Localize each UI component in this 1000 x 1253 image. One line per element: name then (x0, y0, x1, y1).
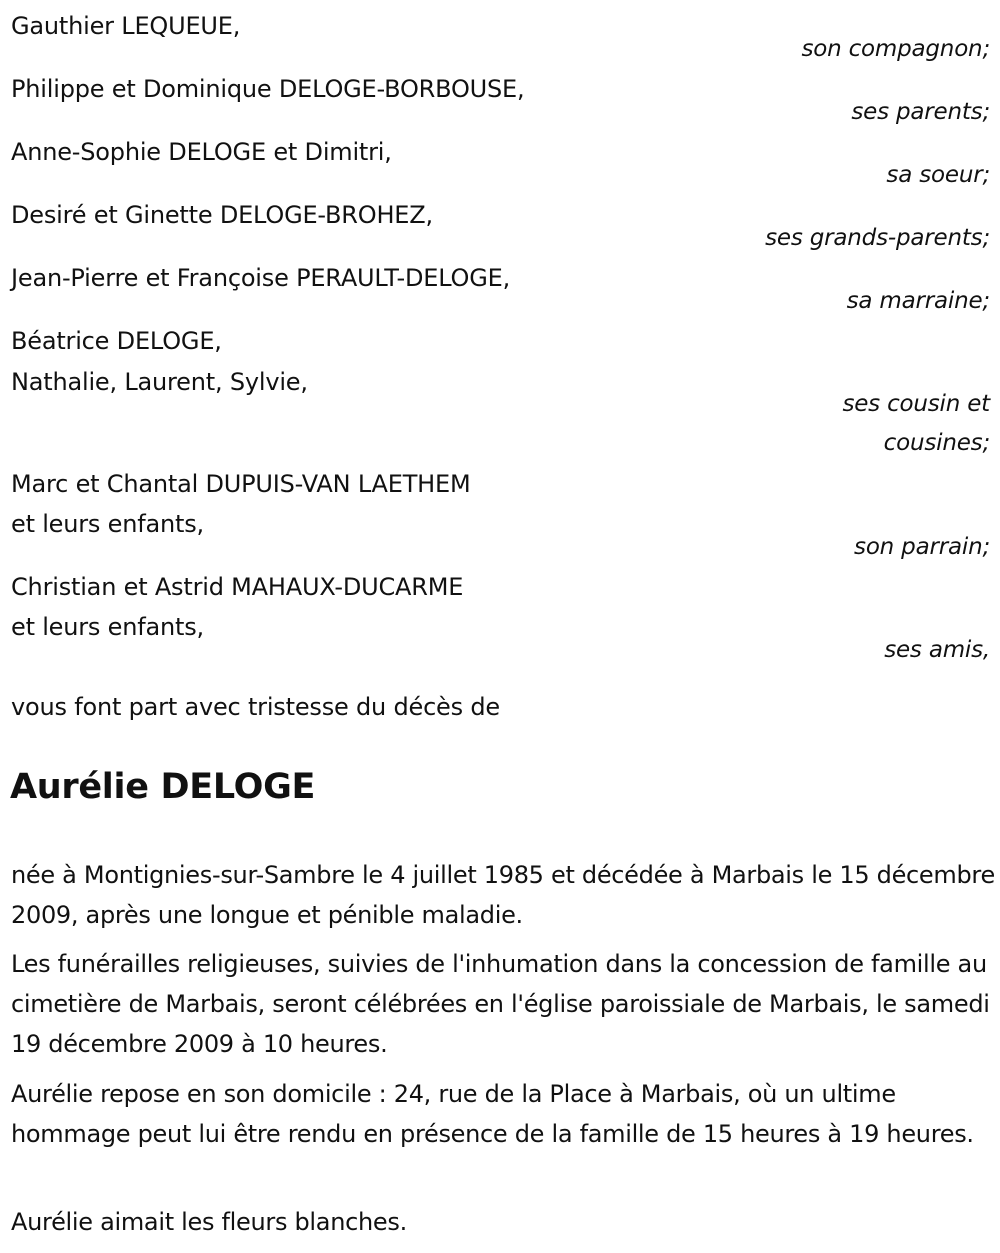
flowers-paragraph: Aurélie aimait les fleurs blanches. (11, 1208, 407, 1236)
birth-death-paragraph: née à Montignies-sur-Sambre le 4 juillet 1985 et décédée à Marbais le 15 décembre 2009, après une longue et pénible maladie. (11, 861, 995, 929)
family-line: Christian et Astrid MAHAUX-DUCARME (11, 573, 464, 601)
family-line: Gauthier LEQUEUE, (11, 12, 241, 40)
relationship-role: son parrain; (854, 534, 990, 560)
relationship-role: ses cousin et (842, 391, 990, 417)
family-line: Marc et Chantal DUPUIS-VAN LAETHEM (11, 470, 471, 498)
family-line: Desiré et Ginette DELOGE-BROHEZ, (11, 201, 433, 229)
relationship-role: son compagnon; (801, 36, 990, 62)
intro-text: vous font part avec tristesse du décès de (11, 693, 500, 721)
relationship-role: ses parents; (851, 99, 990, 125)
family-line: et leurs enfants, (11, 510, 204, 538)
family-line: et leurs enfants, (11, 613, 204, 641)
family-line: Philippe et Dominique DELOGE-BORBOUSE, (11, 75, 525, 103)
family-line: Jean-Pierre et Françoise PERAULT-DELOGE, (11, 264, 511, 292)
funeral-paragraph: Les funérailles religieuses, suivies de l'inhumation dans la concession de famille au cimetière de Marbais, seront célébrées en l'église paroissiale de Marbais, le samedi 19 décembre 2009 à 10 heures. (11, 950, 990, 1058)
family-line: Béatrice DELOGE, (11, 327, 222, 355)
visitation-paragraph: Aurélie repose en son domicile : 24, rue de la Place à Marbais, où un ultime hommage peut lui être rendu en présence de la famille de 15 heures à 19 heures. (11, 1080, 974, 1148)
relationship-role: sa marraine; (846, 288, 990, 314)
relationship-role: ses grands-parents; (765, 225, 990, 251)
relationship-role: ses amis, (884, 637, 990, 663)
family-line: Anne-Sophie DELOGE et Dimitri, (11, 138, 392, 166)
relationship-role: sa soeur; (886, 162, 990, 188)
relationship-role: cousines; (883, 430, 990, 456)
family-line: Nathalie, Laurent, Sylvie, (11, 368, 308, 396)
deceased-name: Aurélie DELOGE (10, 767, 316, 807)
